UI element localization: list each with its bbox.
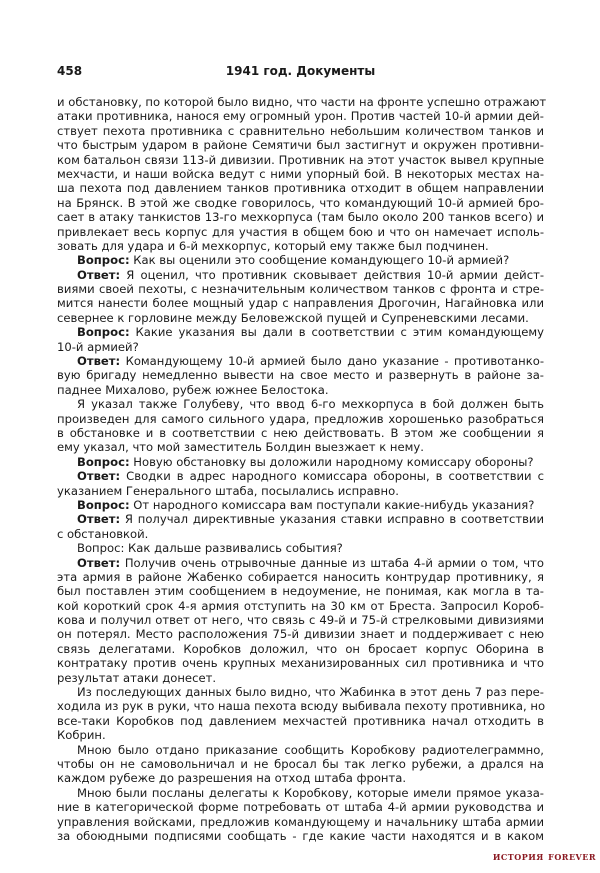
text-line — [57, 671, 544, 685]
text-line — [57, 138, 544, 152]
text-line — [57, 455, 544, 469]
line-text: с обстановкой. — [57, 526, 149, 541]
text-line — [57, 253, 544, 267]
line-text: Какие указания вы дали в соответствии с этим командующему — [135, 325, 544, 340]
line-text: Из последующих данных было видно, что Жабинка в этот день 7 раз пере- — [77, 685, 544, 700]
text-line — [57, 210, 544, 224]
text-line — [57, 426, 544, 440]
text-line — [57, 685, 544, 699]
line-text: сает в атаку танкистов 13-го мехкорпуса (там было около 200 танков всего) и — [57, 210, 544, 225]
text-line — [57, 368, 544, 382]
text-line — [57, 656, 544, 670]
text-line — [57, 584, 544, 598]
text-line — [57, 311, 544, 325]
paragraph — [57, 786, 544, 844]
line-text: Получив очень отрывочные данные из штаба 4-й армии о том, что — [124, 555, 545, 570]
line-text: От народного комиссара вам поступали какие-нибудь указания? — [133, 497, 535, 512]
line-text: кой короткий срок 4-я армия отступить на 30 км от Бреста. Запросил Короб- — [57, 598, 544, 613]
speaker-label: Ответ: — [77, 469, 121, 484]
line-text: на Брянск. В этой же сводке говорилось, что командующий 10-й армией бро- — [57, 195, 544, 210]
line-text: связь делегатами. Коробков доложил, что он бросает корпус Оборина в — [57, 641, 544, 656]
line-text: ему указал, что мой заместитель Болдин выезжает к нему. — [57, 440, 424, 455]
line-text: за обоюдными подписями сообщать - где какие части находятся и в каком — [57, 828, 544, 843]
line-text: в обстановке и в соответствии с нею действовать. В этом же сообщении я — [57, 425, 544, 440]
text-line — [57, 296, 544, 310]
line-text: эта армия в районе Жабенко собирается наносить контрудар противнику, я — [57, 569, 544, 584]
line-text: Вопрос: Как дальше развивались события? — [77, 541, 343, 556]
text-line — [57, 440, 544, 454]
line-text: вую бригаду немедленно вывести на свое место и развернуть в районе за- — [57, 368, 544, 383]
line-text: был поставлен этим сообщением в недоумение, не понимая, как могла в та- — [57, 584, 544, 599]
text-line — [57, 354, 544, 368]
speaker-label: Вопрос: — [77, 454, 130, 469]
paragraph — [57, 556, 544, 686]
line-text: Мною были посланы делегаты к Коробкову, которые имели прямое указа- — [77, 785, 544, 800]
text-line — [57, 728, 544, 742]
line-text: виями своей пехоты, с незначительным количеством танков с фронта и стре- — [57, 282, 544, 297]
text-line — [57, 469, 544, 483]
document-body — [57, 95, 547, 843]
line-text: ком батальон связи 113-й дивизии. Противник на этот участок вывел крупные — [57, 152, 544, 167]
paragraph — [57, 541, 544, 555]
text-line — [57, 181, 544, 195]
paragraph — [57, 469, 544, 498]
line-text: произведен для самого сильного удара, предложив хорошенько разобраться — [57, 411, 544, 426]
text-line — [57, 167, 544, 181]
paragraph — [57, 685, 544, 743]
text-line — [57, 124, 544, 138]
text-line — [57, 95, 547, 109]
line-text: Кобрин. — [57, 728, 106, 743]
line-text: все-таки Коробков под давлением мехчастей противника начал отходить в — [57, 713, 544, 728]
line-text: ствует пехота противника с сравнительно небольшим количеством танков и — [57, 123, 544, 138]
line-text: севернее к горловине между Беловежской пущей и Супреневскими лесами. — [57, 310, 529, 325]
text-line — [57, 225, 544, 239]
paragraph — [57, 354, 544, 397]
speaker-label: Ответ: — [77, 512, 121, 527]
text-line — [57, 699, 544, 713]
text-line — [57, 109, 544, 123]
line-text: чтобы он не самовольничал и не бросал бы так легко рубежи, а дрался на — [57, 756, 544, 771]
line-text: каждом рубеже до разрешения на отход штаба фронта. — [57, 771, 407, 786]
line-text: Новую обстановку вы доложили народному комиссару обороны? — [133, 454, 534, 469]
paragraph — [57, 455, 544, 469]
text-line — [57, 340, 544, 354]
page-header — [57, 64, 544, 80]
text-line — [57, 412, 544, 426]
line-text: зовать для удара и 6-й мехкорпус, который ему также был подчинен. — [57, 238, 489, 253]
line-text: Я оценил, что противник сковывает действия 10-й армии дейст- — [126, 267, 545, 282]
text-line — [57, 527, 544, 541]
line-text: и обстановку, по которой было видно, что части на фронте успешно отражают — [57, 95, 547, 109]
line-text: мится нанести более мощный удар с направления Дрогочин, Нагайновка или — [57, 296, 544, 311]
text-line — [57, 268, 544, 282]
line-text: управления войсками, предложив командующему и начальнику штаба армии — [57, 814, 544, 829]
line-text: кова и получил ответ от него, что связь с 49-й и 75-й стрелковыми дивизиями — [57, 613, 544, 628]
text-line — [57, 786, 544, 800]
line-text: ходила из рук в руки, что наша пехота всюду выбивала пехоту противника, но — [57, 699, 546, 714]
text-line — [57, 743, 544, 757]
text-line — [57, 627, 544, 641]
speaker-label: Вопрос: — [77, 497, 130, 512]
text-line — [57, 282, 544, 296]
text-line — [57, 570, 544, 584]
text-line — [57, 599, 544, 613]
text-line — [57, 512, 544, 526]
text-line — [57, 484, 544, 498]
line-text: 10-й армией? — [57, 339, 139, 354]
text-line — [57, 829, 544, 843]
text-line — [57, 397, 544, 411]
line-text: Я получал директивные указания ставки исправно в соответствии — [124, 512, 545, 527]
text-line — [57, 556, 544, 570]
paragraph — [57, 743, 544, 786]
line-text: ние в категорической форме потребовать от штаба 4-й армии руководства и — [57, 800, 544, 815]
paragraph — [57, 325, 544, 354]
text-line — [57, 771, 544, 785]
line-text: контратаку против очень крупных механизированных сил противника и что — [57, 656, 544, 671]
line-text: указанием Генерального штаба, посылались исправно. — [57, 483, 399, 498]
paragraph — [57, 397, 544, 455]
line-text: Сводки в адрес народного комиссара обороны, в соответствии с — [126, 469, 544, 484]
text-line — [57, 642, 544, 656]
text-line — [57, 196, 544, 210]
text-line — [57, 239, 544, 253]
text-line — [57, 498, 544, 512]
paragraph — [57, 253, 544, 267]
text-line — [57, 800, 544, 814]
text-line — [57, 325, 544, 339]
line-text: он потерял. Место расположения 75-й дивизии знает и поддерживает с нею — [57, 627, 544, 642]
text-line — [57, 153, 544, 167]
speaker-label: Вопрос: — [77, 253, 130, 268]
running-title: 1941 год. Документы — [225, 64, 376, 78]
text-line — [57, 757, 544, 771]
watermark: история forever — [492, 850, 596, 863]
speaker-label: Ответ: — [77, 267, 121, 282]
speaker-label: Ответ: — [77, 354, 121, 369]
line-text: результат атаки донесет. — [57, 670, 217, 685]
line-text: мехчасти, и наши войска ведут с ними упорный бой. В некоторых местах на- — [57, 166, 544, 181]
text-line — [57, 714, 544, 728]
paragraph — [57, 268, 544, 326]
paragraph — [57, 498, 544, 512]
text-line — [57, 383, 544, 397]
paragraph — [57, 95, 547, 253]
page-number: 458 — [57, 64, 83, 78]
speaker-label: Ответ: — [77, 555, 121, 570]
line-text: Я указал также Голубеву, что ввод 6-го мехкорпуса в бой должен быть — [77, 397, 544, 412]
line-text: Как вы оценили это сообщение командующего 10-й армией? — [133, 253, 510, 268]
line-text: атаки противника, нанося ему огромный урон. Против частей 10-й армии дей- — [57, 109, 544, 124]
line-text: ша пехота под давлением танков противника отходит в общем направлении — [57, 181, 544, 196]
text-line — [57, 541, 544, 555]
line-text: Мною было отдано приказание сообщить Коробкову радиотелеграммно, — [77, 742, 544, 757]
line-text: паднее Михалово, рубеж южнее Белостока. — [57, 382, 329, 397]
text-line — [57, 815, 544, 829]
line-text: привлекает весь корпус для участия в общем бою и что он намечает исполь- — [57, 224, 544, 239]
line-text: Командующему 10-й армией было дано указание - противотанко- — [125, 354, 545, 369]
text-line — [57, 613, 544, 627]
speaker-label: Вопрос: — [77, 325, 130, 340]
line-text: что быстрым ударом в районе Семятичи был застигнут и окружен противни- — [57, 138, 544, 153]
paragraph — [57, 512, 544, 541]
